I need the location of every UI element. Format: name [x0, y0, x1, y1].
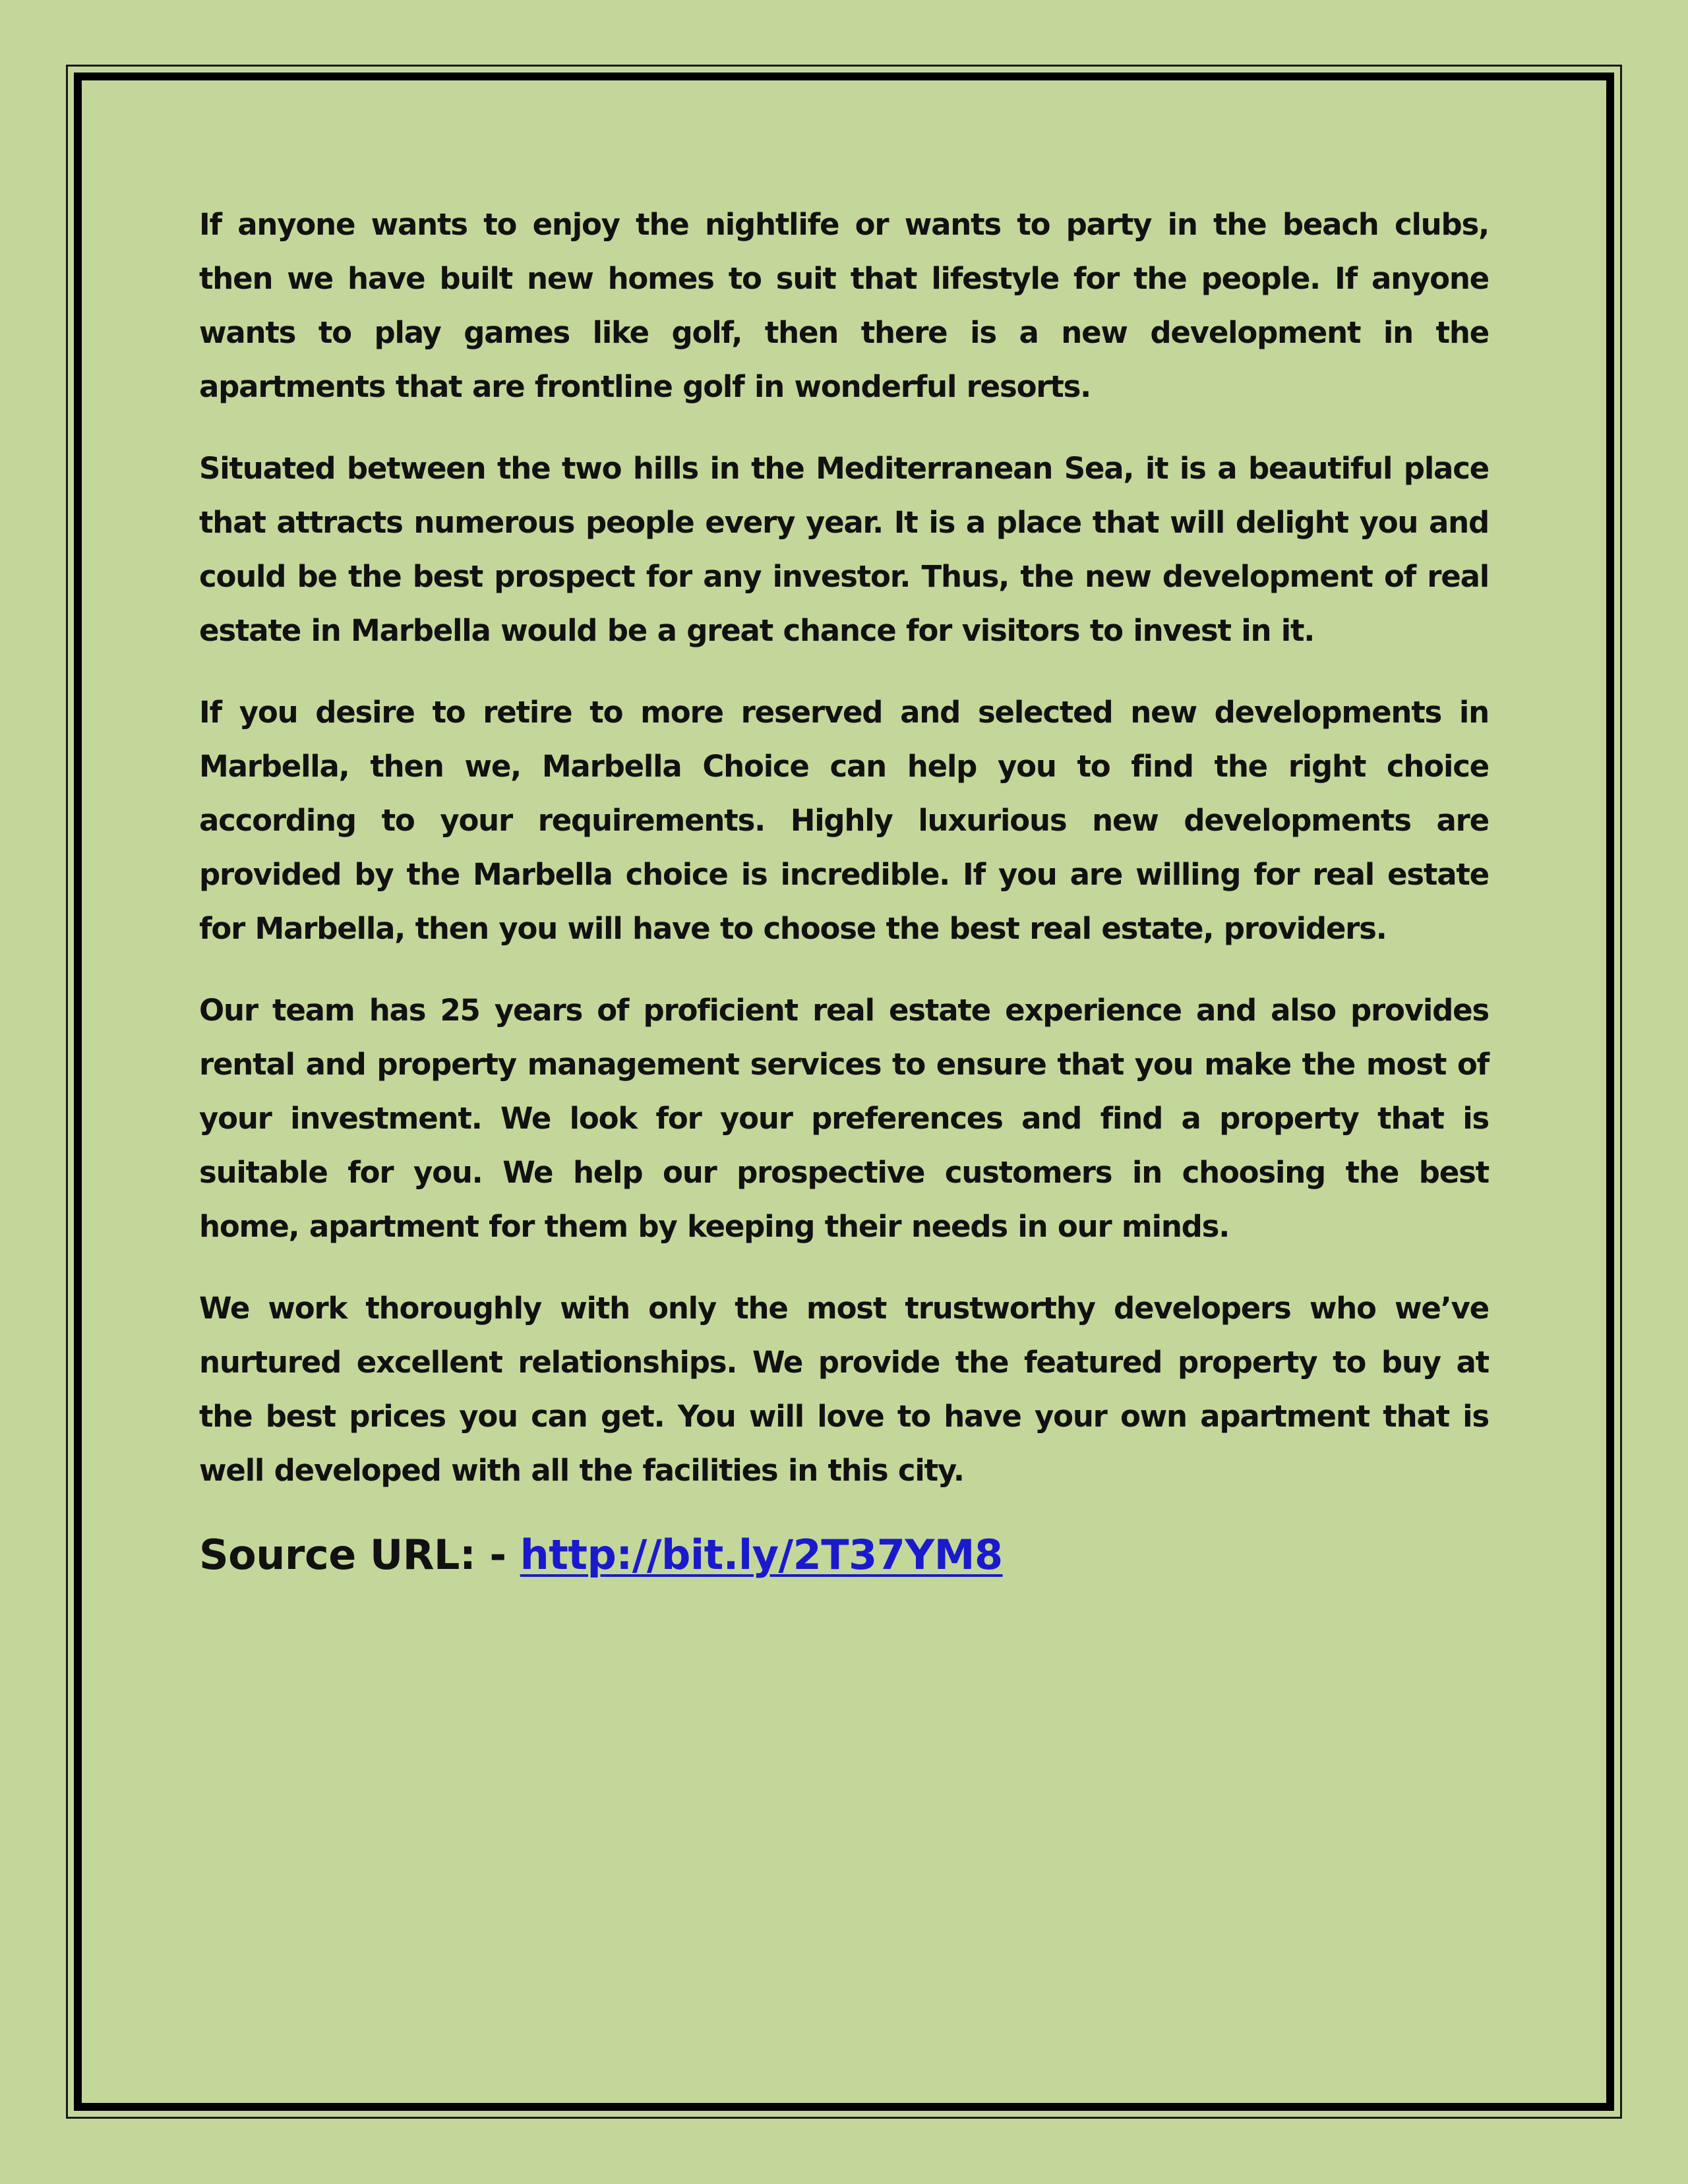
source-line	[199, 1525, 1489, 1585]
document-body	[199, 198, 1489, 1585]
paragraph-team: Our team has 25 years of proficient real estate experience and also provides rental and property management services to ensure that you make the most of your investment. We look for your preferences and find a property that is suitable for you. We help our prospective customers in choosing the best home, apartment for them by keeping their needs in our minds.	[199, 993, 1489, 1244]
paragraph-retire: If you desire to retire to more reserved and selected new developments in Marbella, then we, Marbella Choice can help you to find the right choice according to your requirements. Highly luxurious new developments are provided by the Marbella choice is incredible. If you are willing for real estate for Marbella, then you will have to choose the best real estate, providers.	[199, 695, 1489, 946]
source-link[interactable]: http://bit.ly/2T37YM8	[520, 1531, 1003, 1579]
paragraph-location: Situated between the two hills in the Mediterranean Sea, it is a beautiful place that attracts numerous people every year. It is a place that will delight you and could be the best prospect for any investor. Thus, the new development of real estate in Marbella would be a great chance for visitors to invest in it.	[199, 451, 1489, 648]
source-label: Source URL: -	[199, 1531, 520, 1579]
paragraph-nightlife: If anyone wants to enjoy the nightlife or wants to party in the beach clubs, then we have built new homes to suit that lifestyle for the people. If anyone wants to play games like golf, then there is a new development in the apartments that are frontline golf in wonderful resorts.	[199, 207, 1489, 404]
paragraph-developers: We work thoroughly with only the most trustworthy developers who we’ve nurtured excellent relationships. We provide the featured property to buy at the best prices you can get. You will love to have your own apartment that is well developed with all the facilities in this city.	[199, 1291, 1489, 1488]
